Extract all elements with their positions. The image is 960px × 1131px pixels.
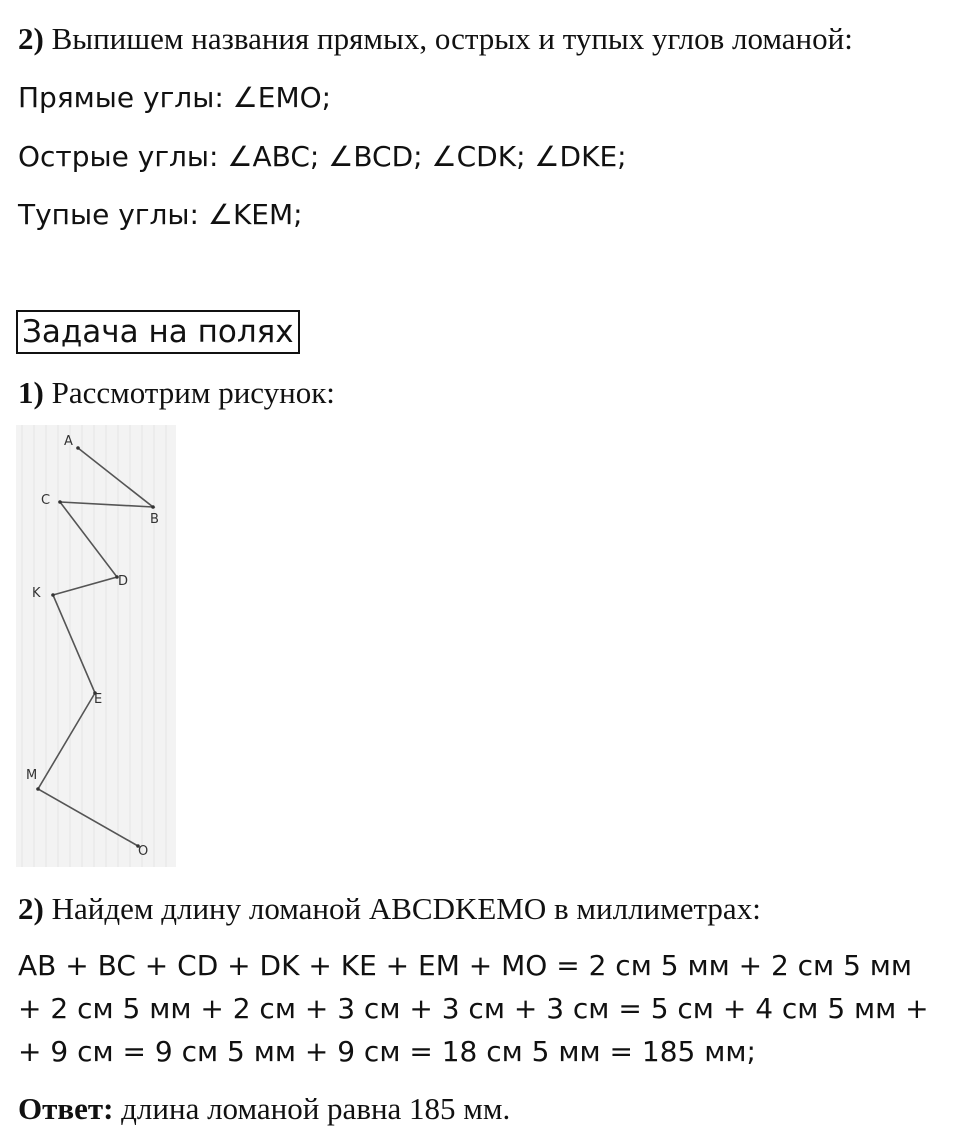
figure-background	[16, 425, 176, 867]
point-label-k: K	[32, 586, 41, 601]
acute-angles-line	[18, 136, 627, 177]
part2-heading-text: Выпишем названия прямых, острых и тупых углов ломаной:	[43, 21, 853, 56]
polyline-figure	[16, 425, 176, 867]
formula-line-2: + 2 см 5 мм + 2 см + 3 см + 3 см + 3 см = 5 см + 4 см 5 мм +	[18, 992, 929, 1025]
point-label-e: E	[94, 692, 103, 707]
obtuse-angles-label: Тупые углы:	[18, 198, 199, 231]
point-label-b: B	[150, 512, 159, 527]
part2-heading	[18, 19, 853, 59]
part2-number: 2)	[18, 21, 44, 56]
formula-line-1: AB + BC + CD + DK + KE + EM + MO = 2 см 5 мм + 2 см 5 мм	[18, 949, 913, 982]
point-label-c: C	[41, 493, 51, 508]
point-b-dot	[151, 505, 155, 509]
point-label-d: D	[118, 574, 129, 589]
point-c-dot	[58, 500, 62, 504]
step2-text: Найдем длину ломаной ABCDKEMO в миллиметрах:	[43, 891, 761, 926]
right-angles-line	[18, 77, 331, 118]
step1-number: 1)	[18, 375, 44, 410]
step2-number: 2)	[18, 891, 44, 926]
point-label-o: O	[138, 844, 149, 859]
point-a-dot	[76, 446, 80, 450]
step2-line	[18, 889, 761, 929]
right-angles-label: Прямые углы:	[18, 81, 224, 114]
right-angles-value: ∠EMO;	[223, 81, 332, 114]
answer-label: Ответ:	[18, 1091, 114, 1126]
margin-task-title: Задача на полях	[16, 310, 300, 354]
acute-angles-label: Острые углы:	[18, 140, 219, 173]
point-label-a: A	[64, 434, 73, 449]
point-m-dot	[36, 787, 40, 791]
point-k-dot	[51, 593, 55, 597]
answer-text: длина ломаной равна 185 мм.	[113, 1091, 511, 1126]
step1-line	[18, 373, 335, 413]
answer-line	[18, 1089, 510, 1129]
obtuse-angles-value: ∠KEM;	[198, 198, 303, 231]
acute-angles-value: ∠ABC; ∠BCD; ∠CDK; ∠DKE;	[218, 140, 627, 173]
point-label-m: M	[26, 768, 38, 783]
step1-text: Рассмотрим рисунок:	[43, 375, 335, 410]
obtuse-angles-line	[18, 194, 303, 235]
formula-line-3: + 9 см = 9 см 5 мм + 9 см = 18 см 5 мм = 185 мм;	[18, 1035, 756, 1068]
